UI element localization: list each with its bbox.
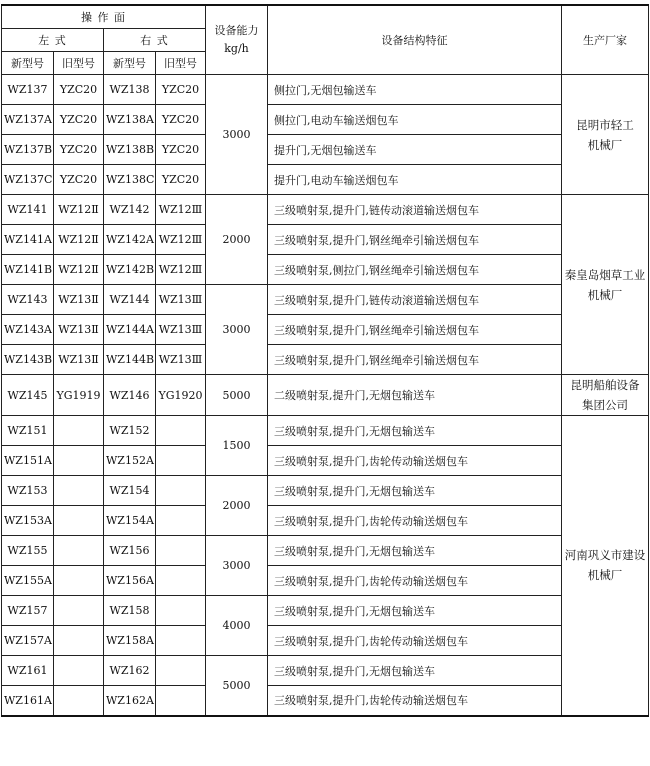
features-header: 设备结构特征: [268, 5, 562, 75]
feature-cell: 提升门,电动车输送烟包车: [268, 165, 562, 195]
right-new-model-cell: WZ156A: [104, 566, 156, 596]
left-old-model-cell: [54, 566, 104, 596]
table-row: [2, 626, 649, 656]
right-old-model-cell: [156, 506, 206, 536]
left-new-model-cell: WZ155A: [2, 566, 54, 596]
table-row: [2, 315, 649, 345]
left-new-model-cell: WZ137B: [2, 135, 54, 165]
right-old-model-cell: WZ13Ⅲ: [156, 315, 206, 345]
right-new-model-cell: WZ158A: [104, 626, 156, 656]
feature-cell: 二级喷射泵,提升门,无烟包输送车: [268, 375, 562, 416]
capacity-cell: 4000: [206, 596, 268, 656]
feature-cell: 三级喷射泵,提升门,齿轮传动输送烟包车: [268, 686, 562, 716]
left-new-model-cell: WZ157: [2, 596, 54, 626]
right-old-model-cell: [156, 446, 206, 476]
left-new-model-cell: WZ161: [2, 656, 54, 686]
table-row: [2, 105, 649, 135]
feature-cell: 三级喷射泵,提升门,链传动滚道输送烟包车: [268, 195, 562, 225]
capacity-cell: 2000: [206, 195, 268, 285]
table-row: [2, 536, 649, 566]
right-new-model-cell: WZ144A: [104, 315, 156, 345]
feature-cell: 三级喷射泵,提升门,链传动滚道输送烟包车: [268, 285, 562, 315]
capacity-cell: 3000: [206, 536, 268, 596]
right-new-model-cell: WZ138C: [104, 165, 156, 195]
manufacturer-cell: 昆明市轻工 机械厂: [562, 75, 649, 195]
left-new-model-cell: WZ161A: [2, 686, 54, 716]
table-row: [2, 506, 649, 536]
feature-cell: 提升门,无烟包输送车: [268, 135, 562, 165]
capacity-header-line1: 设备能力: [214, 24, 259, 37]
right-old-model-cell: [156, 686, 206, 716]
left-new-model-cell: WZ137C: [2, 165, 54, 195]
left-new-model-cell: WZ141: [2, 195, 54, 225]
table-row: [2, 75, 649, 105]
right-new-model-cell: WZ146: [104, 375, 156, 416]
capacity-cell: 3000: [206, 285, 268, 375]
left-old-model-cell: WZ13Ⅱ: [54, 315, 104, 345]
right-new-model-cell: WZ144B: [104, 345, 156, 375]
left-new-model-cell: WZ143: [2, 285, 54, 315]
left-new-model-cell: WZ141A: [2, 225, 54, 255]
left-old-model-cell: [54, 656, 104, 686]
feature-cell: 三级喷射泵,提升门,钢丝绳牵引输送烟包车: [268, 315, 562, 345]
feature-cell: 三级喷射泵,提升门,齿轮传动输送烟包车: [268, 506, 562, 536]
feature-cell: 三级喷射泵,提升门,无烟包输送车: [268, 536, 562, 566]
manufacturer-header: 生产厂家: [562, 5, 649, 75]
left-old-model-cell: YZC20: [54, 135, 104, 165]
feature-cell: 三级喷射泵,提升门,无烟包输送车: [268, 596, 562, 626]
table-row: [2, 446, 649, 476]
left-new-model-cell: WZ151: [2, 416, 54, 446]
capacity-cell: 1500: [206, 416, 268, 476]
right-new-model-cell: WZ156: [104, 536, 156, 566]
feature-cell: 三级喷射泵,提升门,无烟包输送车: [268, 656, 562, 686]
right-old-model-cell: WZ12Ⅲ: [156, 195, 206, 225]
table-row: [2, 255, 649, 285]
left-type-header: 左 式: [2, 29, 104, 52]
left-new-model-cell: WZ151A: [2, 446, 54, 476]
right-new-model-cell: WZ144: [104, 285, 156, 315]
feature-cell: 侧拉门,电动车输送烟包车: [268, 105, 562, 135]
feature-cell: 三级喷射泵,提升门,无烟包输送车: [268, 476, 562, 506]
right-old-model-cell: WZ13Ⅲ: [156, 285, 206, 315]
left-old-model-cell: [54, 416, 104, 446]
equipment-table: [1, 4, 649, 717]
left-new-model-header: 新型号: [2, 52, 54, 75]
table-row: [2, 375, 649, 416]
left-old-model-cell: [54, 536, 104, 566]
feature-cell: 三级喷射泵,提升门,无烟包输送车: [268, 416, 562, 446]
capacity-cell: 5000: [206, 375, 268, 416]
left-old-model-cell: [54, 506, 104, 536]
left-old-model-cell: [54, 446, 104, 476]
right-new-model-cell: WZ152: [104, 416, 156, 446]
table-row: [2, 686, 649, 716]
table-row: [2, 195, 649, 225]
right-new-model-cell: WZ162A: [104, 686, 156, 716]
manufacturer-cell: 河南巩义市建设 机械厂: [562, 416, 649, 716]
right-new-model-cell: WZ142B: [104, 255, 156, 285]
table-row: [2, 345, 649, 375]
left-old-model-cell: [54, 686, 104, 716]
capacity-cell: 3000: [206, 75, 268, 195]
right-new-model-header: 新型号: [104, 52, 156, 75]
table-row: [2, 476, 649, 506]
right-old-model-cell: WZ12Ⅲ: [156, 225, 206, 255]
capacity-header: [206, 5, 268, 75]
right-new-model-cell: WZ154: [104, 476, 156, 506]
feature-cell: 三级喷射泵,提升门,齿轮传动输送烟包车: [268, 626, 562, 656]
left-old-model-cell: WZ13Ⅱ: [54, 345, 104, 375]
left-old-model-cell: YZC20: [54, 165, 104, 195]
left-old-model-cell: [54, 626, 104, 656]
right-new-model-cell: WZ154A: [104, 506, 156, 536]
table-row: [2, 416, 649, 446]
left-new-model-cell: WZ143B: [2, 345, 54, 375]
left-new-model-cell: WZ145: [2, 375, 54, 416]
left-new-model-cell: WZ143A: [2, 315, 54, 345]
left-old-model-cell: YZC20: [54, 105, 104, 135]
left-new-model-cell: WZ153: [2, 476, 54, 506]
right-old-model-cell: YZC20: [156, 105, 206, 135]
right-old-model-cell: [156, 656, 206, 686]
left-new-model-cell: WZ157A: [2, 626, 54, 656]
right-new-model-cell: WZ158: [104, 596, 156, 626]
manufacturer-cell: 昆明船舶设备 集团公司: [562, 375, 649, 416]
right-old-model-cell: [156, 536, 206, 566]
feature-cell: 三级喷射泵,提升门,钢丝绳牵引输送烟包车: [268, 345, 562, 375]
manufacturer-cell: 秦皇岛烟草工业 机械厂: [562, 195, 649, 375]
right-old-model-header: 旧型号: [156, 52, 206, 75]
left-old-model-cell: WZ12Ⅱ: [54, 195, 104, 225]
left-old-model-cell: WZ13Ⅱ: [54, 285, 104, 315]
right-new-model-cell: WZ162: [104, 656, 156, 686]
table-row: [2, 285, 649, 315]
right-new-model-cell: WZ138: [104, 75, 156, 105]
table-row: [2, 656, 649, 686]
left-new-model-cell: WZ155: [2, 536, 54, 566]
left-new-model-cell: WZ137A: [2, 105, 54, 135]
right-new-model-cell: WZ152A: [104, 446, 156, 476]
right-old-model-cell: [156, 596, 206, 626]
right-old-model-cell: [156, 566, 206, 596]
feature-cell: 三级喷射泵,提升门,齿轮传动输送烟包车: [268, 566, 562, 596]
left-old-model-header: 旧型号: [54, 52, 104, 75]
right-old-model-cell: YZC20: [156, 135, 206, 165]
feature-cell: 三级喷射泵,侧拉门,钢丝绳牵引输送烟包车: [268, 255, 562, 285]
left-new-model-cell: WZ141B: [2, 255, 54, 285]
table-row: [2, 135, 649, 165]
right-old-model-cell: [156, 626, 206, 656]
capacity-cell: 2000: [206, 476, 268, 536]
right-old-model-cell: YZC20: [156, 75, 206, 105]
capacity-header-line2: kg/h: [224, 42, 249, 55]
left-old-model-cell: WZ12Ⅱ: [54, 225, 104, 255]
left-old-model-cell: YZC20: [54, 75, 104, 105]
feature-cell: 三级喷射泵,提升门,钢丝绳牵引输送烟包车: [268, 225, 562, 255]
right-old-model-cell: [156, 476, 206, 506]
left-old-model-cell: [54, 596, 104, 626]
right-new-model-cell: WZ142A: [104, 225, 156, 255]
right-old-model-cell: WZ13Ⅲ: [156, 345, 206, 375]
left-old-model-cell: WZ12Ⅱ: [54, 255, 104, 285]
left-old-model-cell: YG1919: [54, 375, 104, 416]
operation-panel-header: 操 作 面: [2, 5, 206, 29]
right-new-model-cell: WZ138A: [104, 105, 156, 135]
table-row: [2, 596, 649, 626]
table-body: [2, 75, 649, 716]
right-old-model-cell: YG1920: [156, 375, 206, 416]
left-old-model-cell: [54, 476, 104, 506]
table-row: [2, 225, 649, 255]
left-new-model-cell: WZ137: [2, 75, 54, 105]
table-row: [2, 165, 649, 195]
left-new-model-cell: WZ153A: [2, 506, 54, 536]
right-old-model-cell: [156, 416, 206, 446]
right-new-model-cell: WZ142: [104, 195, 156, 225]
right-new-model-cell: WZ138B: [104, 135, 156, 165]
table-row: [2, 566, 649, 596]
feature-cell: 三级喷射泵,提升门,齿轮传动输送烟包车: [268, 446, 562, 476]
right-old-model-cell: WZ12Ⅲ: [156, 255, 206, 285]
feature-cell: 侧拉门,无烟包输送车: [268, 75, 562, 105]
right-old-model-cell: YZC20: [156, 165, 206, 195]
capacity-cell: 5000: [206, 656, 268, 716]
right-type-header: 右 式: [104, 29, 206, 52]
